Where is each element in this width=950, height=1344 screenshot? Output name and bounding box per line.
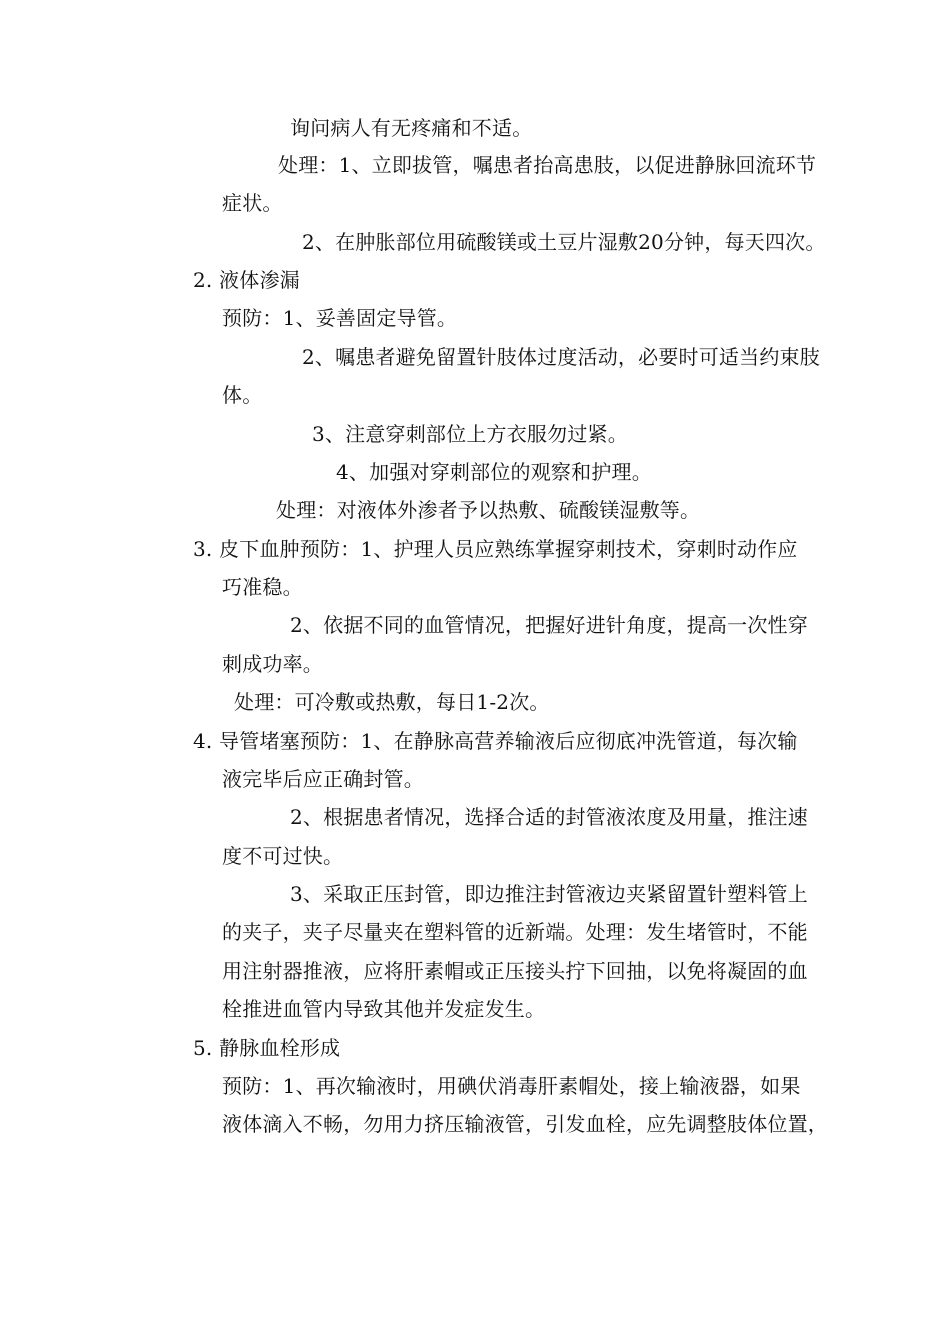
text-line: 3、采取正压封管，即边推注封管液边夹紧留置针塑料管上: [290, 882, 808, 906]
text-line: 预防：1、再次输液时，用碘伏消毒肝素帽处，接上输液器，如果: [222, 1074, 801, 1098]
text-line: 症状。: [222, 191, 283, 215]
text-line: 用注射器推液，应将肝素帽或正压接头拧下回抽，以免将凝固的血: [222, 959, 808, 983]
section-heading: 2. 液体渗漏: [193, 268, 300, 292]
text-line: 预防：1、妥善固定导管。: [222, 306, 458, 330]
text-line: 2、在肿胀部位用硫酸镁或土豆片湿敷20分钟，每天四次。: [302, 230, 826, 254]
text-line: 处理：对液体外渗者予以热敷、硫酸镁湿敷等。: [276, 498, 701, 522]
text-line: 处理：1、立即拔管，嘱患者抬高患肢，以促进静脉回流环节: [278, 153, 817, 177]
text-line: 询问病人有无疼痛和不适。: [290, 116, 533, 140]
text-line: 3、注意穿刺部位上方衣服勿过紧。: [312, 422, 628, 446]
section-heading: 5. 静脉血栓形成: [193, 1036, 341, 1060]
section-heading: 3. 皮下血肿预防：1、护理人员应熟练掌握穿刺技术，穿刺时动作应: [193, 537, 798, 561]
text-line: 体。: [222, 383, 263, 407]
text-line: 液体滴入不畅，勿用力挤压输液管，引发血栓，应先调整肢体位置，: [222, 1112, 828, 1136]
text-line: 2、依据不同的血管情况，把握好进针角度，提高一次性穿: [290, 613, 808, 637]
text-line: 的夹子，夹子尽量夹在塑料管的近新端。处理：发生堵管时，不能: [222, 920, 808, 944]
text-line: 2、根据患者情况，选择合适的封管液浓度及用量，推注速: [290, 805, 808, 829]
text-line: 处理：可冷敷或热敷，每日1-2次。: [234, 690, 550, 714]
section-heading: 4. 导管堵塞预防：1、在静脉高营养输液后应彻底冲洗管道，每次输: [193, 729, 798, 753]
text-line: 2、嘱患者避免留置针肢体过度活动，必要时可适当约束肢: [302, 345, 820, 369]
text-line: 巧准稳。: [222, 575, 303, 599]
text-line: 度不可过快。: [222, 844, 344, 868]
text-line: 刺成功率。: [222, 652, 323, 676]
text-line: 4、加强对穿刺部位的观察和护理。: [336, 460, 652, 484]
text-line: 液完毕后应正确封管。: [222, 767, 424, 791]
text-line: 栓推进血管内导致其他并发症发生。: [222, 997, 546, 1021]
